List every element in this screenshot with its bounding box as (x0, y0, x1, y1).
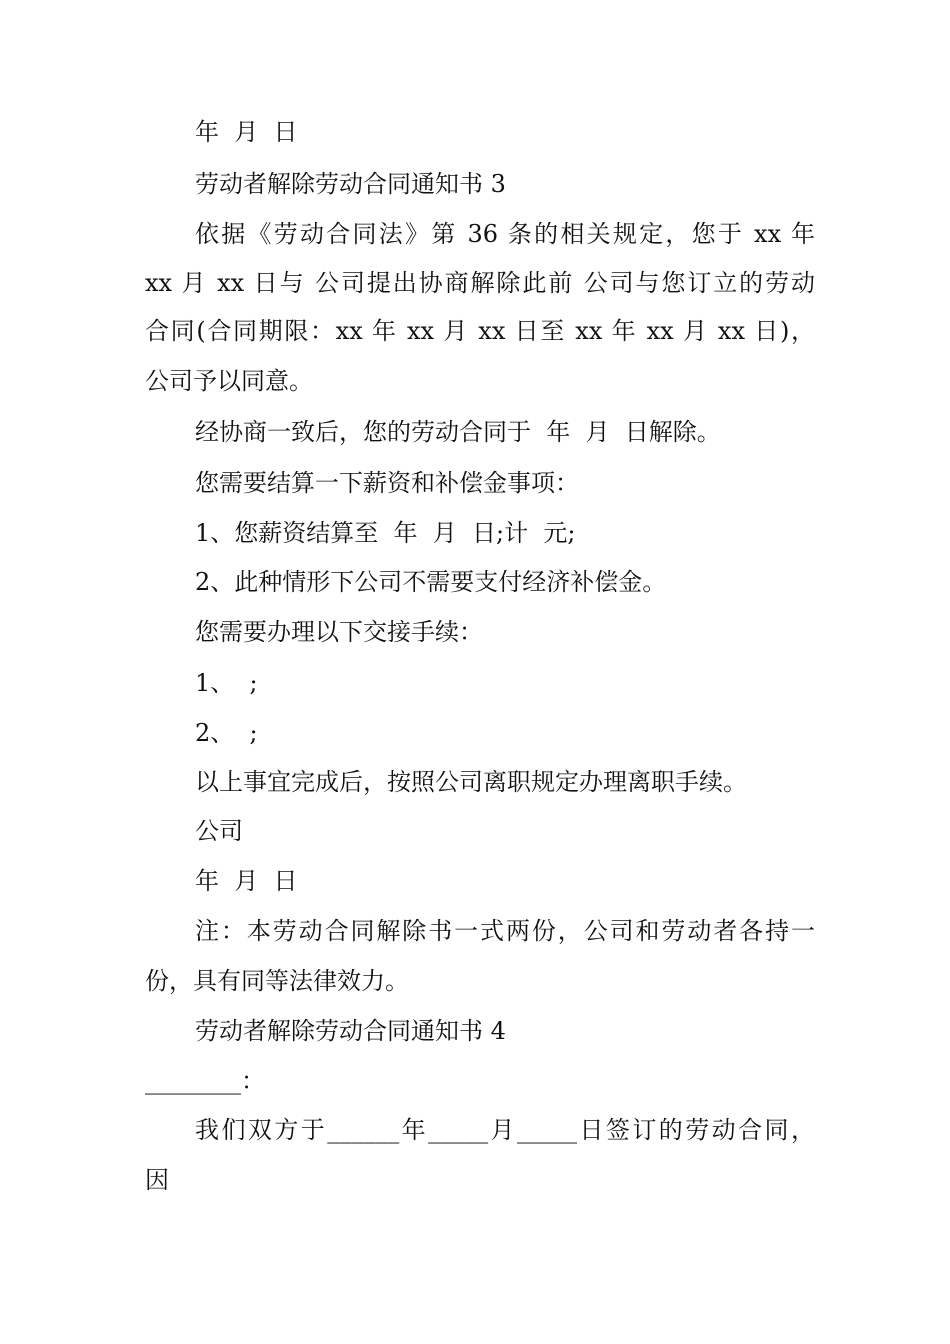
company-signature: 公司 (195, 817, 243, 845)
list-item: 2、 ; (195, 719, 258, 747)
date-line: 年 月 日 (195, 118, 298, 146)
paragraph-line: 合同(合同期限：xx 年 xx 月 xx 日至 xx 年 xx 月 xx 日)， (145, 317, 815, 345)
paragraph-line: 因 (145, 1166, 169, 1194)
section-heading-4: 劳动者解除劳动合同通知书 4 (195, 1017, 506, 1045)
paragraph-line: xx 月 xx 日与 公司提出协商解除此前 公司与您订立的劳动 (145, 269, 815, 297)
date-line: 年 月 日 (195, 867, 298, 895)
paragraph-line: 依据《劳动合同法》第 36 条的相关规定，您于 xx 年 (195, 220, 815, 248)
paragraph-line: 注：本劳动合同解除书一式两份，公司和劳动者各持一 (195, 917, 815, 945)
paragraph-line: 您需要结算一下薪资和补偿金事项： (195, 469, 579, 497)
paragraph-line: 公司予以同意。 (145, 367, 313, 395)
list-item: 2、此种情形下公司不需要支付经济补偿金。 (195, 568, 667, 596)
paragraph-line: 份，具有同等法律效力。 (145, 967, 409, 995)
recipient-line: ________： (145, 1067, 265, 1095)
section-heading-3: 劳动者解除劳动合同通知书 3 (195, 170, 506, 198)
paragraph-line: 我们双方于______年_____月_____日签订的劳动合同， (195, 1116, 815, 1144)
paragraph-line: 以上事宜完成后，按照公司离职规定办理离职手续。 (195, 768, 747, 796)
paragraph-line: 经协商一致后，您的劳动合同于 年 月 日解除。 (195, 418, 721, 446)
paragraph-line: 您需要办理以下交接手续： (195, 618, 483, 646)
list-item: 1、您薪资结算至 年 月 日;计 元; (195, 519, 576, 547)
list-item: 1、 ; (195, 669, 258, 697)
